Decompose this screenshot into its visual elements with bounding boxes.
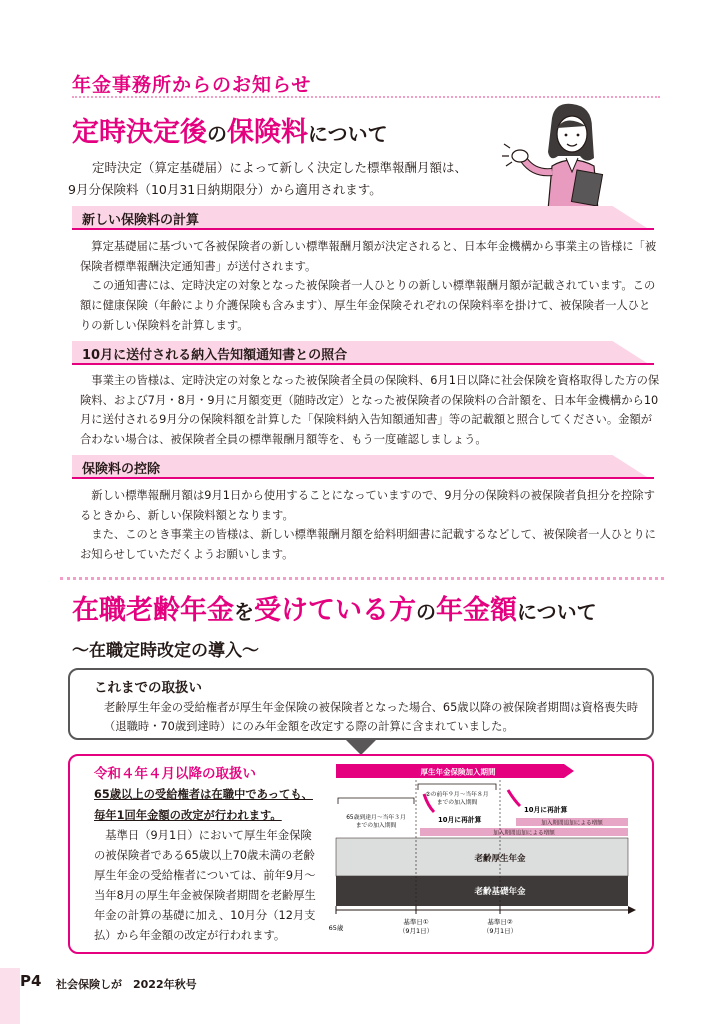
time-axis-arrow-icon xyxy=(628,906,636,914)
period1-bracket xyxy=(338,798,414,804)
previous-handling-title: これまでの取扱い xyxy=(94,680,202,696)
section3-body: 新しい標準報酬月額は9月1日から使用することになっていますので、9月分の保険料の被保険者負担分を控除するときから、新しい保険料額となります。 また、このとき事業主の皆様は、新しい標準報酬月額を給料明細書に記載するなどして、被保険者一人ひとりにお知らせしていただくようお願いします。 xyxy=(80,489,656,562)
previous-handling-text: 老齢厚生年金の受給権者が厚生年金保険の被保険者となった場合、65歳以降の被保険者期間は資格喪失時（退職時・70歳到達時）にのみ年金額を改定する際の計算に含まれていました。 xyxy=(104,701,639,733)
pension-revision-diagram xyxy=(328,760,646,950)
revision2-label: 10月に再計算 xyxy=(524,806,568,814)
period1-label-line2: までの加入期間 xyxy=(355,823,397,829)
new-handling-title: 令和４年４月以降の取扱い xyxy=(94,766,256,782)
article1-lead: 定時決定（算定基礎届）によって新しく決定した標準報酬月額は、 9月分保険料（10月31日納期限分）から適用されます。 xyxy=(68,160,468,197)
base-date2-label-line2: （9月1日） xyxy=(482,927,518,935)
base-date1-label-line1: 基準日① xyxy=(403,918,429,926)
base-date1-label-line2: （9月1日） xyxy=(398,927,434,935)
coverage-period-label: 厚生年金保険加入期間 xyxy=(420,767,496,777)
new-handling-text: 基準日（9月1日）において厚生年金保険の被保険者である65歳以上70歳未満の老齢厚生年金の受給権者については、前年9月〜当年8月の厚生年金被保険者期間を老齢厚生年金の計算の基礎に加え、10月分（12月支払）から年金額の改定が行われます。 xyxy=(94,829,316,942)
kiso-nenkin-label: 老齢基礎年金 xyxy=(474,887,526,897)
new-handling-emphasis: 65歳以上の受給権者は在職中であっても、毎年1回年金額の改定が行われます。 xyxy=(94,788,313,822)
section-heading-new-premium: 新しい保険料の計算 xyxy=(72,206,654,230)
person-icon xyxy=(500,100,620,210)
age-65-label: 65歳 xyxy=(328,924,344,932)
header-divider xyxy=(72,96,660,98)
revision1-label: 10月に再計算 xyxy=(438,816,482,824)
period2-label-line1: ②の前年９月〜当年８月 xyxy=(425,792,489,798)
increase-label-1: 加入期間追加による増額 xyxy=(493,830,555,837)
page-number: P4 xyxy=(20,972,42,990)
footer-accent-bar xyxy=(0,968,20,1024)
period2-bracket xyxy=(418,784,496,790)
increase-label-2: 加入期間追加による増額 xyxy=(541,820,603,827)
article1-title: 定時決定後の保険料について xyxy=(72,117,388,148)
office-notice-header: 年金事務所からのお知らせ xyxy=(72,74,312,96)
article2-title: 在職老齢年金を受けている方の年金額について xyxy=(72,595,597,626)
period2-label-line2: までの加入期間 xyxy=(436,800,478,806)
article2-subtitle: 〜在職定時改定の導入〜 xyxy=(72,641,259,661)
down-arrow-icon xyxy=(345,739,377,755)
section1-body: 算定基礎届に基づいて各被保険者の新しい標準報酬月額が決定されると、日本年金機構から事業主の皆様に「被保険者標準報酬決定通知書」が送付されます。 この通知書には、定時決定の対象となった被保険者一人ひとりの新しい標準報酬月額が記載されています。この額に健康保険（年齢により介護保険も含みます）、厚生年金保険それぞれの保険料率を掛けて、被保険者一人ひとりの新しい保険料を計算します。 xyxy=(80,240,657,332)
article-divider xyxy=(60,577,664,580)
base-date2-label-line1: 基準日② xyxy=(487,918,513,926)
magazine-name: 社会保険しが 2022年秋号 xyxy=(56,978,197,991)
section-heading-deduction: 保険料の控除 xyxy=(72,455,654,479)
revision2-arrow-icon xyxy=(508,790,520,806)
section2-body: 事業主の皆様は、定時決定の対象となった被保険者全員の保険料、6月1日以降に社会保険を資格取得した方の保険料、および7月・8月・9月に月額変更（随時改定）となった被保険者の保険料の合計額を、日本年金機構から10月に送付される9月分の保険料額を計算した「保険料納入告知額通知書」等の記載額と照合してください。金額が合わない場合は、被保険者全員の標準報酬月額等を、もう一度確認しましょう。 xyxy=(80,374,660,447)
section-heading-notice-check: 10月に送付される納入告知額通知書との照合 xyxy=(72,341,654,365)
period1-label-line1: 65歳到達月〜当年３月 xyxy=(346,815,406,821)
kosei-nenkin-label: 老齢厚生年金 xyxy=(474,854,526,864)
